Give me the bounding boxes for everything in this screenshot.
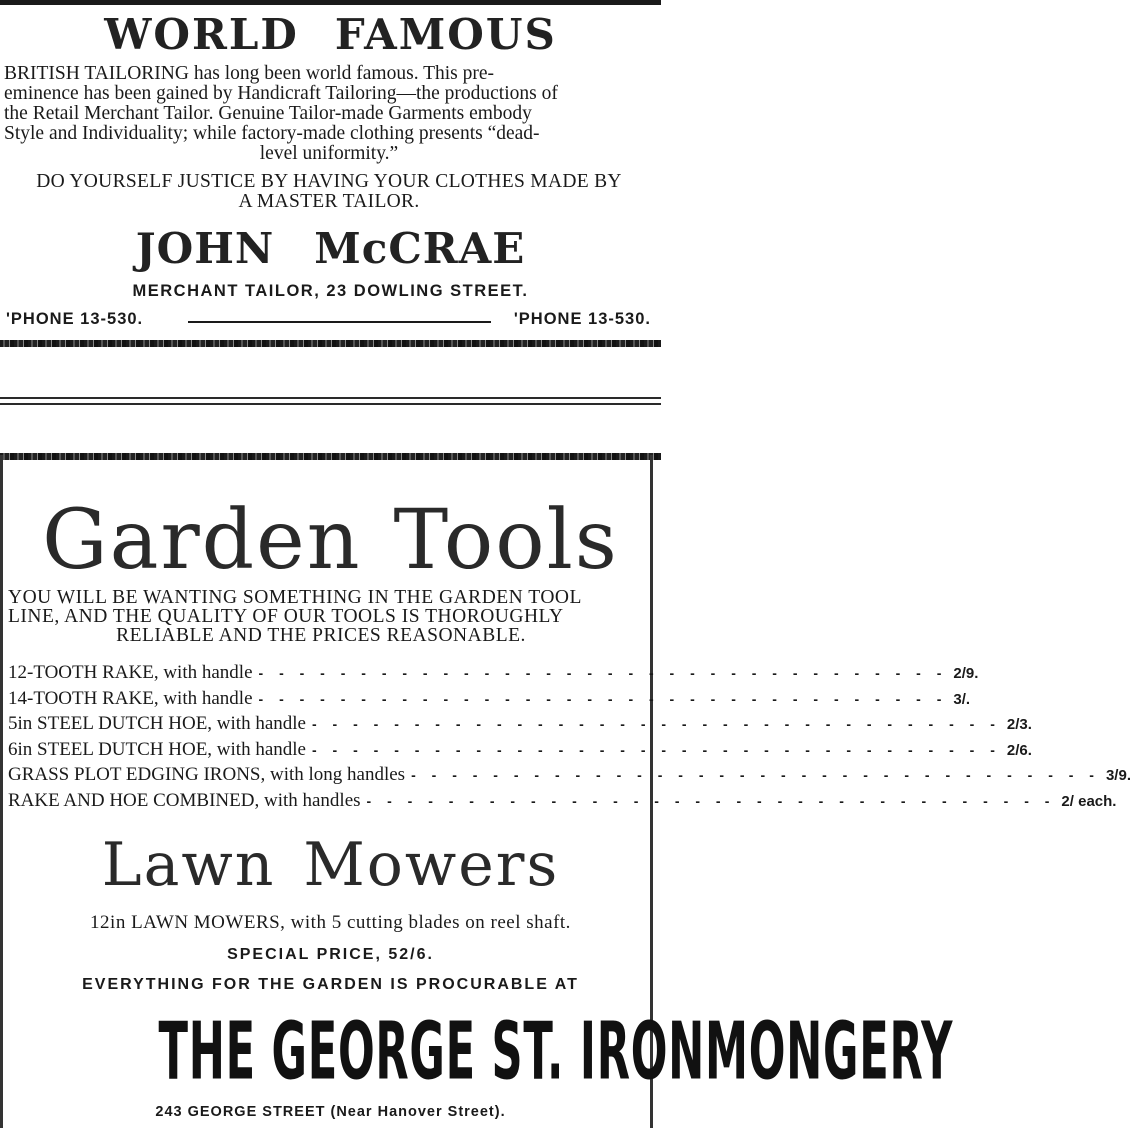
headline-word: Tools <box>393 493 619 588</box>
garden-tools-intro <box>8 588 634 645</box>
tailor-address: MERCHANT TAILOR, 23 DOWLING STREET. <box>132 282 529 300</box>
dot-leader: - - - - - - - - - - - - - - - - - - - - - - - - - - - - - - - - - - <box>311 741 1001 758</box>
price-list-item <box>8 762 1131 788</box>
garden-tools-headline <box>0 493 661 588</box>
store-name <box>4 1005 954 1099</box>
headline-word: WORLD <box>104 10 299 59</box>
item-name: 6in STEEL DUTCH HOE, with handle <box>8 738 306 760</box>
tailor-body <box>4 64 654 164</box>
section-separator-bottom <box>0 403 661 405</box>
headline-word: Lawn <box>101 830 276 900</box>
phone-right: 'PHONE 13-530. <box>513 310 651 328</box>
section-separator-top <box>0 397 661 399</box>
dot-leader: - - - - - - - - - - - - - - - - - - - - - - - - - - - - - - - - - - <box>411 767 1100 784</box>
phone-row <box>6 310 651 332</box>
price-list <box>8 660 1131 814</box>
body-line: the Retail Merchant Tailor. Genuine Tailor-made Garments embody <box>4 103 532 124</box>
item-name: 5in STEEL DUTCH HOE, with handle <box>8 713 306 735</box>
price-list-item <box>8 686 971 712</box>
price-list-item <box>8 711 1032 737</box>
tailor-headline <box>0 10 661 59</box>
intro-line: LINE, AND THE QUALITY OF OUR TOOLS IS THOROUGHLY <box>8 606 564 627</box>
name-word: McCRAE <box>314 224 526 273</box>
item-price: 2/3. <box>1006 716 1032 734</box>
name-word: JOHN <box>135 224 275 273</box>
body-line: eminence has been gained by Handicraft Tailoring—the productions of <box>4 83 558 104</box>
headline-word: FAMOUS <box>334 10 557 59</box>
cta-line: A MASTER TAILOR. <box>238 191 420 212</box>
procurable-line: EVERYTHING FOR THE GARDEN IS PROCURABLE AT <box>82 976 579 993</box>
store-name-text: THE GEORGE ST. IRONMONGERY <box>158 1005 954 1099</box>
dot-leader: - - - - - - - - - - - - - - - - - - - - - - - - - - - - - - - - - - <box>366 792 1056 809</box>
intro-line: YOU WILL BE WANTING SOMETHING IN THE GARDEN TOOL <box>8 587 582 608</box>
item-name: 12-TOOTH RAKE, with handle <box>8 662 253 683</box>
dot-leader: - - - - - - - - - - - - - - - - - - - - - - - - - - - - - - - - - - <box>258 690 948 707</box>
tailor-call-to-action <box>4 172 654 212</box>
body-line: level uniformity.” <box>259 143 399 164</box>
special-price: SPECIAL PRICE, 52/6. <box>227 946 434 963</box>
dot-leader: - - - - - - - - - - - - - - - - - - - - - - - - - - - - - - - - - - <box>258 665 948 681</box>
item-name: 14-TOOTH RAKE, with handle <box>8 687 253 709</box>
phone-divider <box>188 321 491 323</box>
item-price: 3/. <box>953 690 971 708</box>
dot-leader: - - - - - - - - - - - - - - - - - - - - - - - - - - - - - - - - - - <box>311 716 1001 733</box>
item-price: 3/9. <box>1105 767 1131 785</box>
top-rule <box>0 0 661 5</box>
price-list-item <box>8 660 979 686</box>
item-price: 2/6. <box>1006 741 1032 759</box>
tailor-bottom-border <box>0 340 661 347</box>
headline-word: Garden <box>42 493 362 588</box>
store-address: 243 GEORGE STREET (Near Hanover Street). <box>155 1104 506 1120</box>
intro-line: RELIABLE AND THE PRICES REASONABLE. <box>116 625 526 646</box>
headline-word: Mowers <box>303 830 560 900</box>
price-list-item <box>8 737 1032 763</box>
lawn-mowers-description: 12in LAWN MOWERS, with 5 cutting blades on reel shaft. <box>90 912 571 933</box>
item-name: GRASS PLOT EDGING IRONS, with long handles <box>8 764 406 786</box>
phone-left: 'PHONE 13-530. <box>6 310 144 328</box>
item-name: RAKE AND HOE COMBINED, with handles <box>8 789 361 811</box>
price-list-item <box>8 788 1117 814</box>
item-price: 2/ each. <box>1061 792 1117 810</box>
ironmongery-top-border <box>0 453 661 460</box>
tailor-business-name <box>0 224 661 273</box>
body-line: BRITISH TAILORING has long been world famous. This pre- <box>4 63 495 84</box>
body-line: Style and Individuality; while factory-made clothing presents “dead- <box>4 123 540 144</box>
item-price: 2/9. <box>953 665 979 682</box>
lawn-mowers-headline <box>0 830 661 900</box>
cta-line: DO YOURSELF JUSTICE BY HAVING YOUR CLOTHES MADE BY <box>36 171 622 192</box>
